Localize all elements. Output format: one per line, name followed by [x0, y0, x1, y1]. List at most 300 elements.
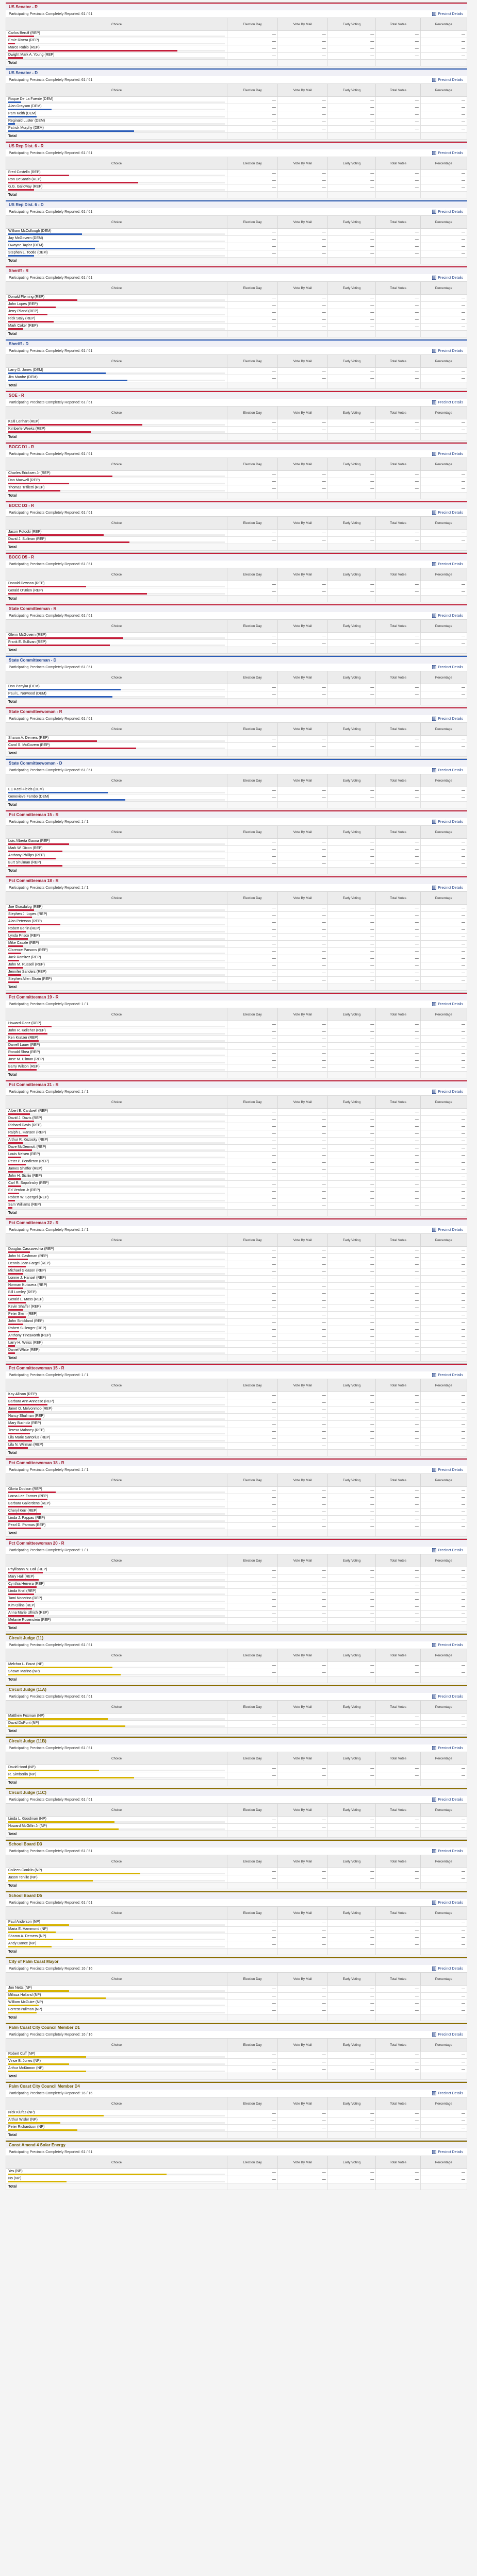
race-title[interactable]: Const Amend 4 Solar Energy	[9, 2143, 65, 2147]
precinct-line	[6, 76, 467, 83]
election-day-votes: —	[227, 934, 278, 941]
election-day-votes: —	[227, 1202, 278, 1210]
election-day-votes: —	[227, 1130, 278, 1138]
candidate-cell	[6, 1333, 227, 1341]
total-total-votes	[376, 382, 421, 389]
candidate-row	[6, 1772, 467, 1780]
election-day-votes: —	[227, 1523, 278, 1530]
election-day-votes: —	[227, 1618, 278, 1625]
results-table	[6, 774, 467, 808]
precinct-details-label[interactable]: Precinct Details	[438, 276, 463, 280]
precinct-details-link[interactable]	[432, 768, 463, 772]
race-header[interactable]	[6, 1634, 467, 1641]
race-title[interactable]: Pct Committeeman 22 - R	[9, 1221, 59, 1225]
precinct-details-label[interactable]: Precinct Details	[438, 452, 463, 456]
vote-share-bar-track	[8, 1287, 225, 1289]
vote-share-bar-track	[8, 1033, 225, 1035]
total-row	[6, 1948, 467, 1955]
precinct-details-link[interactable]	[432, 1468, 463, 1472]
total-total-votes	[376, 2183, 421, 2190]
vote-share-bar-track	[8, 967, 225, 969]
total-votes: —	[376, 1036, 421, 1043]
vote-share-bar	[8, 1924, 69, 1926]
precinct-details-link[interactable]	[432, 886, 463, 890]
total-total-votes	[376, 984, 421, 991]
precinct-details-link[interactable]	[432, 717, 463, 721]
vote-percentage: —	[420, 1669, 467, 1676]
race-header[interactable]	[6, 1459, 467, 1466]
candidate-cell	[6, 1618, 227, 1625]
race-section	[6, 1218, 467, 1362]
precinct-details-label[interactable]: Precinct Details	[438, 2150, 463, 2154]
candidate-row	[6, 97, 467, 104]
election-day-votes: —	[227, 1501, 278, 1509]
early-voting-votes: —	[327, 309, 375, 316]
race-title[interactable]: Circuit Judge (11C)	[9, 1790, 46, 1795]
race-title[interactable]: BOCC D1 - R	[9, 445, 34, 449]
precinct-details-link[interactable]	[432, 12, 463, 16]
candidate-cell	[6, 1993, 227, 2000]
precinct-details-icon	[432, 1468, 436, 1472]
candidate-name: Douglas Cassavechia (REP)	[8, 1247, 54, 1251]
col-early-voting: Early Voting	[327, 620, 375, 633]
vote-by-mail-votes: —	[277, 1927, 327, 1934]
precinct-details-link[interactable]	[432, 1228, 463, 1232]
race-title[interactable]: BOCC D3 - R	[9, 503, 34, 508]
vote-share-bar	[8, 1411, 34, 1413]
precinct-details-link[interactable]	[432, 1548, 463, 1552]
vote-share-bar-track	[8, 1997, 225, 1999]
vote-percentage: —	[420, 478, 467, 485]
candidate-name: John Lopes (REP)	[8, 302, 38, 306]
vote-share-bar-track	[8, 1506, 225, 1507]
vote-share-bar-track	[8, 57, 225, 59]
precinct-details-link[interactable]	[432, 2150, 463, 2154]
race-header[interactable]	[6, 142, 467, 149]
precinct-details-label[interactable]: Precinct Details	[438, 2091, 463, 2095]
total-election-day	[227, 984, 278, 991]
vote-share-bar	[8, 36, 34, 37]
race-header[interactable]	[6, 3, 467, 10]
col-choice: Choice	[6, 84, 227, 97]
vote-share-bar-track	[8, 2005, 225, 2006]
precinct-details-icon	[432, 768, 436, 772]
precinct-details-label[interactable]: Precinct Details	[438, 768, 463, 772]
results-table	[6, 2156, 467, 2190]
race-title[interactable]: Palm Coast City Council Member D1	[9, 2025, 80, 2030]
precinct-details-label[interactable]: Precinct Details	[438, 511, 463, 515]
col-election-day: Election Day	[227, 1973, 278, 1986]
race-header[interactable]	[6, 2023, 467, 2031]
candidate-cell	[6, 302, 227, 309]
total-early-voting	[327, 984, 375, 991]
early-voting-votes: —	[327, 2169, 375, 2176]
precinct-details-label[interactable]: Precinct Details	[438, 151, 463, 155]
candidate-cell	[6, 633, 227, 640]
precinct-details-label[interactable]: Precinct Details	[438, 614, 463, 618]
early-voting-votes: —	[327, 1494, 375, 1501]
race-header[interactable]	[6, 2141, 467, 2148]
total-row	[6, 802, 467, 808]
candidate-row	[6, 1130, 467, 1138]
total-early-voting	[327, 1625, 375, 1632]
total-label: Total	[6, 434, 227, 440]
early-voting-votes: —	[327, 1036, 375, 1043]
race-header[interactable]	[6, 1364, 467, 1371]
total-row	[6, 699, 467, 705]
total-early-voting	[327, 868, 375, 874]
election-day-votes: —	[227, 2117, 278, 2125]
precinct-details-label[interactable]: Precinct Details	[438, 1746, 463, 1750]
vote-percentage: —	[420, 588, 467, 596]
race-header[interactable]	[6, 876, 467, 884]
total-votes: —	[376, 1582, 421, 1589]
precinct-details-link[interactable]	[432, 1746, 463, 1750]
candidate-row	[6, 1057, 467, 1064]
vote-percentage: —	[420, 941, 467, 948]
precinct-details-label[interactable]: Precinct Details	[438, 1090, 463, 1094]
candidate-cell	[6, 640, 227, 647]
precinct-details-link[interactable]	[432, 1002, 463, 1006]
total-total-votes	[376, 750, 421, 757]
precinct-details-label[interactable]: Precinct Details	[438, 820, 463, 824]
precinct-details-link[interactable]	[432, 1901, 463, 1905]
vote-share-bar-track	[8, 843, 225, 845]
race-title[interactable]: Pct Committeewoman 20 - R	[9, 1541, 64, 1546]
vote-by-mail-votes: —	[277, 302, 327, 309]
race-header[interactable]	[6, 656, 467, 664]
col-vote-by-mail: Vote By Mail	[277, 282, 327, 295]
race-header[interactable]	[6, 2082, 467, 2090]
vote-share-bar	[8, 858, 56, 859]
precinct-details-link[interactable]	[432, 1967, 463, 1971]
vote-percentage: —	[420, 787, 467, 794]
race-title[interactable]: Circuit Judge (11)	[9, 1636, 44, 1640]
vote-by-mail-votes: —	[277, 1596, 327, 1603]
total-votes: —	[376, 1202, 421, 1210]
race-header[interactable]	[6, 1080, 467, 1088]
candidate-cell	[6, 1276, 227, 1283]
precinct-details-link[interactable]	[432, 452, 463, 456]
total-votes: —	[376, 2007, 421, 2014]
vote-by-mail-votes: —	[277, 1443, 327, 1450]
total-votes: —	[376, 229, 421, 236]
race-title[interactable]: Pct Committeeman 19 - R	[9, 995, 59, 999]
race-title[interactable]: Sheriff - D	[9, 342, 29, 346]
precinct-details-label[interactable]: Precinct Details	[438, 349, 463, 353]
precinct-details-label[interactable]: Precinct Details	[438, 210, 463, 214]
election-day-votes: —	[227, 1057, 278, 1064]
candidate-row	[6, 2176, 467, 2183]
election-day-votes: —	[227, 324, 278, 331]
col-choice: Choice	[6, 517, 227, 530]
precinct-details-link[interactable]	[432, 78, 463, 82]
race-header[interactable]	[6, 810, 467, 818]
precinct-line	[6, 1899, 467, 1906]
race-header[interactable]	[6, 759, 467, 767]
vote-by-mail-votes: —	[277, 1145, 327, 1152]
candidate-cell	[6, 1036, 227, 1043]
vote-percentage: —	[420, 1123, 467, 1130]
col-election-day: Election Day	[227, 671, 278, 684]
race-header[interactable]	[6, 1840, 467, 1848]
candidate-cell	[6, 941, 227, 948]
precinct-details-label[interactable]: Precinct Details	[438, 1548, 463, 1552]
race-header[interactable]	[6, 391, 467, 399]
vote-share-bar	[8, 1931, 56, 1933]
total-votes: —	[376, 1443, 421, 1450]
race-header[interactable]	[6, 604, 467, 612]
col-choice: Choice	[6, 18, 227, 31]
election-day-votes: —	[227, 955, 278, 962]
race-header[interactable]	[6, 266, 467, 274]
total-row	[6, 192, 467, 198]
vote-by-mail-votes: —	[277, 1986, 327, 1993]
results-header-row	[6, 1554, 467, 1567]
candidate-name: Ron DeSantis (REP)	[8, 178, 42, 181]
race-header[interactable]	[6, 1957, 467, 1965]
precinct-details-label[interactable]: Precinct Details	[438, 665, 463, 669]
race-title[interactable]: State Committeewoman - D	[9, 761, 62, 766]
total-vote-by-mail	[277, 493, 327, 499]
candidate-cell	[6, 1662, 227, 1669]
candidate-row	[6, 1021, 467, 1028]
early-voting-votes: —	[327, 1509, 375, 1516]
vote-percentage: —	[420, 485, 467, 493]
early-voting-votes: —	[327, 1202, 375, 1210]
precinct-details-link[interactable]	[432, 1643, 463, 1647]
race-header[interactable]	[6, 553, 467, 561]
candidate-row	[6, 1116, 467, 1123]
vote-share-bar-track	[8, 1821, 225, 1823]
total-total-votes	[376, 1355, 421, 1362]
vote-share-bar	[8, 1821, 114, 1823]
total-label: Total	[6, 1780, 227, 1786]
total-votes: —	[376, 368, 421, 375]
election-day-votes: —	[227, 2125, 278, 2132]
total-row	[6, 1728, 467, 1735]
race-title[interactable]: Palm Coast City Council Member D4	[9, 2084, 80, 2089]
col-percentage: Percentage	[420, 1804, 467, 1817]
vote-percentage: —	[420, 970, 467, 977]
race-title[interactable]: Circuit Judge (11A)	[9, 1687, 46, 1692]
race-header[interactable]	[6, 1539, 467, 1547]
precinct-details-label[interactable]: Precinct Details	[438, 1967, 463, 1971]
col-choice: Choice	[6, 1907, 227, 1920]
col-election-day: Election Day	[227, 18, 278, 31]
candidate-cell	[6, 1312, 227, 1319]
candidate-cell	[6, 1195, 227, 1202]
precinct-details-label[interactable]: Precinct Details	[438, 12, 463, 16]
precinct-details-link[interactable]	[432, 2091, 463, 2095]
precinct-details-label[interactable]: Precinct Details	[438, 1643, 463, 1647]
precinct-details-link[interactable]	[432, 1090, 463, 1094]
total-votes: —	[376, 1662, 421, 1669]
vote-share-bar-track	[8, 299, 225, 301]
precinct-details-label[interactable]: Precinct Details	[438, 78, 463, 82]
race-title[interactable]: Pct Committeeman 21 - R	[9, 1082, 59, 1087]
precinct-details-link[interactable]	[432, 1373, 463, 1377]
candidate-row	[6, 1036, 467, 1043]
precinct-details-label[interactable]: Precinct Details	[438, 400, 463, 404]
precinct-details-label[interactable]: Precinct Details	[438, 1468, 463, 1472]
col-percentage: Percentage	[420, 1907, 467, 1920]
race-header[interactable]	[6, 707, 467, 715]
race-title[interactable]: US Senator - R	[9, 5, 38, 9]
precinct-details-link[interactable]	[432, 614, 463, 618]
race-title[interactable]: Pct Committeewoman 18 - R	[9, 1461, 64, 1465]
total-votes: —	[376, 1941, 421, 1948]
candidate-cell	[6, 1109, 227, 1116]
precinct-details-label[interactable]: Precinct Details	[438, 562, 463, 566]
vote-percentage: —	[420, 1714, 467, 1721]
race-title[interactable]: Pct Committeeman 15 - R	[9, 812, 59, 817]
race-title[interactable]: BOCC D5 - R	[9, 555, 34, 560]
race-title[interactable]: State Committeeman - D	[9, 658, 57, 663]
vote-share-bar	[8, 2174, 167, 2175]
candidate-cell	[6, 1188, 227, 1195]
total-early-voting	[327, 1072, 375, 1078]
race-header[interactable]	[6, 1788, 467, 1796]
early-voting-votes: —	[327, 1109, 375, 1116]
early-voting-votes: —	[327, 684, 375, 691]
race-title[interactable]: Sheriff - R	[9, 268, 29, 273]
vote-percentage: —	[420, 2176, 467, 2183]
vote-share-bar-track	[8, 1622, 225, 1624]
col-early-voting: Early Voting	[327, 157, 375, 170]
race-title[interactable]: State Committeeman - R	[9, 606, 57, 611]
race-header[interactable]	[6, 200, 467, 208]
race-title[interactable]: Pct Committeewoman 15 - R	[9, 1366, 64, 1370]
precinct-details-icon	[432, 511, 436, 515]
precinct-details-link[interactable]	[432, 665, 463, 669]
precinct-details-link[interactable]	[432, 400, 463, 404]
precinct-details-label[interactable]: Precinct Details	[438, 1694, 463, 1699]
race-title[interactable]: School Board D5	[9, 1893, 42, 1898]
precinct-details-label[interactable]: Precinct Details	[438, 717, 463, 721]
candidate-cell	[6, 1443, 227, 1450]
election-day-votes: —	[227, 118, 278, 126]
total-votes: —	[376, 537, 421, 544]
race-title[interactable]: Circuit Judge (11B)	[9, 1739, 46, 1743]
total-votes: —	[376, 941, 421, 948]
precinct-details-link[interactable]	[432, 562, 463, 566]
vote-share-bar-track	[8, 2174, 225, 2175]
early-voting-votes: —	[327, 1159, 375, 1166]
candidate-name: Burt Shulman (REP)	[8, 861, 41, 865]
vote-share-bar-track	[8, 1418, 225, 1420]
race-header[interactable]	[6, 69, 467, 76]
race-title[interactable]: City of Palm Coast Mayor	[9, 1959, 59, 1964]
race-title[interactable]: US Rep Dist. 6 - R	[9, 144, 44, 148]
precinct-details-label[interactable]: Precinct Details	[438, 886, 463, 890]
precinct-details-icon	[432, 1849, 436, 1853]
precinct-details-label[interactable]: Precinct Details	[438, 1798, 463, 1802]
vote-by-mail-votes: —	[277, 1123, 327, 1130]
col-vote-by-mail: Vote By Mail	[277, 355, 327, 368]
precinct-details-link[interactable]	[432, 820, 463, 824]
vote-by-mail-votes: —	[277, 1057, 327, 1064]
precinct-details-label[interactable]: Precinct Details	[438, 1228, 463, 1232]
precinct-details-link[interactable]	[432, 1798, 463, 1802]
candidate-cell	[6, 1152, 227, 1159]
total-early-voting	[327, 2183, 375, 2190]
candidate-row	[6, 1326, 467, 1333]
total-label: Total	[6, 1948, 227, 1955]
vote-share-bar-track	[8, 490, 225, 492]
precinct-details-link[interactable]	[432, 2032, 463, 2037]
candidate-cell	[6, 485, 227, 493]
precinct-details-label[interactable]: Precinct Details	[438, 1849, 463, 1853]
vote-share-bar	[8, 1121, 34, 1122]
candidate-name: Thomas Trifiletti (REP)	[8, 486, 45, 489]
race-header[interactable]	[6, 1737, 467, 1744]
early-voting-votes: —	[327, 97, 375, 104]
precinct-details-label[interactable]: Precinct Details	[438, 2032, 463, 2037]
race-header[interactable]	[6, 1685, 467, 1693]
candidate-name: Michael Gleason (REP)	[8, 1269, 46, 1273]
race-header[interactable]	[6, 443, 467, 450]
col-percentage: Percentage	[420, 1474, 467, 1487]
candidate-cell	[6, 1297, 227, 1304]
precinct-details-link[interactable]	[432, 1849, 463, 1853]
candidate-cell	[6, 118, 227, 126]
precincts-reported: Participating Precincts Completely Reported: 61 / 61	[9, 1798, 93, 1802]
race-title[interactable]: State Committeewoman - R	[9, 709, 62, 714]
candidate-name: Arthur McKinnon (NP)	[8, 2066, 44, 2070]
precincts-reported: Participating Precincts Completely Reported: 61 / 61	[9, 1746, 93, 1750]
precinct-details-label[interactable]: Precinct Details	[438, 1901, 463, 1905]
race-title[interactable]: SOE - R	[9, 393, 24, 398]
precinct-details-link[interactable]	[432, 511, 463, 515]
race-section	[6, 391, 467, 440]
candidate-name: Richard Davis (REP)	[8, 1124, 42, 1127]
precinct-details-link[interactable]	[432, 151, 463, 155]
race-title[interactable]: US Senator - D	[9, 71, 38, 75]
early-voting-votes: —	[327, 1326, 375, 1333]
race-title[interactable]: School Board D3	[9, 1842, 42, 1846]
candidate-cell	[6, 1817, 227, 1824]
vote-by-mail-votes: —	[277, 1494, 327, 1501]
race-header[interactable]	[6, 501, 467, 509]
vote-by-mail-votes: —	[277, 1421, 327, 1428]
total-votes: —	[376, 1304, 421, 1312]
vote-by-mail-votes: —	[277, 368, 327, 375]
vote-percentage: —	[420, 1333, 467, 1341]
precinct-details-link[interactable]	[432, 1694, 463, 1699]
race-header[interactable]	[6, 1218, 467, 1226]
candidate-row	[6, 302, 467, 309]
vote-share-bar-track	[8, 909, 225, 911]
race-header[interactable]	[6, 340, 467, 347]
precinct-details-link[interactable]	[432, 349, 463, 353]
election-day-votes: —	[227, 691, 278, 699]
total-label: Total	[6, 750, 227, 757]
precinct-details-link[interactable]	[432, 276, 463, 280]
col-vote-by-mail: Vote By Mail	[277, 774, 327, 787]
precinct-details-link[interactable]	[432, 210, 463, 214]
col-percentage: Percentage	[420, 826, 467, 839]
race-title[interactable]: Pct Committeeman 18 - R	[9, 878, 59, 883]
vote-share-bar	[8, 740, 97, 742]
race-title[interactable]: US Rep Dist. 6 - D	[9, 202, 44, 207]
vote-percentage: —	[420, 324, 467, 331]
precinct-details-label[interactable]: Precinct Details	[438, 1373, 463, 1377]
race-header[interactable]	[6, 993, 467, 1001]
precinct-details-label[interactable]: Precinct Details	[438, 1002, 463, 1006]
race-header[interactable]	[6, 1891, 467, 1899]
candidate-name: Kimberle Weeks (REP)	[8, 427, 45, 431]
